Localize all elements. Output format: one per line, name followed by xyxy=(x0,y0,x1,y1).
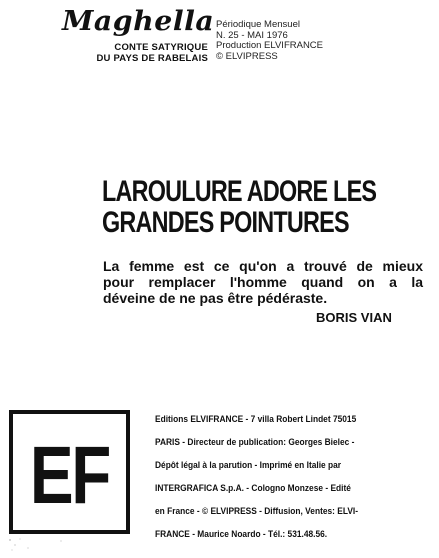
pub-info-line-1: Périodique Mensuel xyxy=(216,19,300,30)
story-title xyxy=(102,175,377,239)
quote-line-2: pour remplacer l'homme quand on a la xyxy=(103,274,423,290)
publisher-logo-box xyxy=(9,410,130,534)
pub-info-line-4: © ELVIPRESS xyxy=(216,50,278,62)
quote-author: BORIS VIAN xyxy=(316,310,392,325)
publisher-credits xyxy=(155,408,430,546)
tagline-line-1: CONTE SATYRIQUE xyxy=(114,42,208,53)
header-logo-block xyxy=(62,6,215,37)
credits-line-1: Editions ELVIFRANCE - 7 villa Robert Lindet 75015 xyxy=(155,414,357,424)
publisher-logo-text: EF xyxy=(29,430,110,521)
credits-line-3: Dépôt légal à la parution - Imprimé en Italie par xyxy=(155,460,342,470)
quote-line-3: déveine de ne pas être pédéraste. xyxy=(103,290,328,306)
story-title-line-1: LAROULURE ADORE LES xyxy=(102,175,377,208)
publication-info xyxy=(216,20,323,62)
magazine-logo: Maghella xyxy=(62,6,215,37)
scan-noise-marks xyxy=(6,536,66,554)
pub-info-line-3: Production ELVIFRANCE xyxy=(216,40,324,51)
credits-line-4: INTERGRAFICA S.p.A. - Cologno Monzese - Edité xyxy=(155,483,351,493)
tagline-line-2: DU PAYS DE RABELAIS xyxy=(96,53,208,64)
credits-line-6: FRANCE - Maurice Noardo - Tél.: 531.48.56. xyxy=(155,529,328,539)
header-tagline xyxy=(78,42,208,64)
pub-info-line-2: N. 25 - MAI 1976 xyxy=(216,29,288,41)
quote-line-1: La femme est ce qu'on a trouvé de mieux xyxy=(103,258,423,274)
epigraph-quote xyxy=(103,258,423,306)
credits-line-2: PARIS - Directeur de publication: Georges Bielec - xyxy=(155,437,355,447)
credits-line-5: en France - © ELVIPRESS - Diffusion, Ventes: ELVI- xyxy=(155,506,359,516)
story-title-line-2: GRANDES POINTURES xyxy=(102,206,349,239)
